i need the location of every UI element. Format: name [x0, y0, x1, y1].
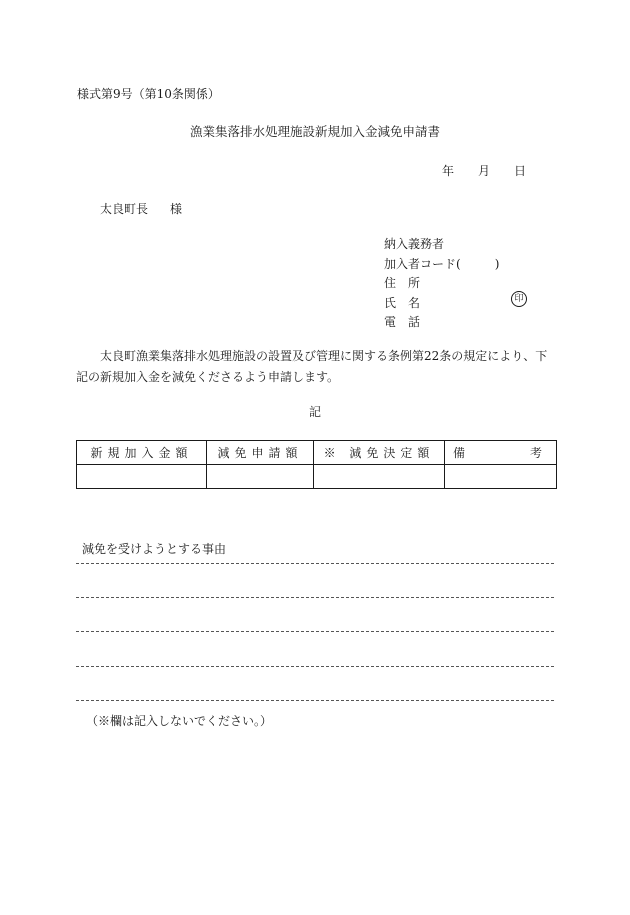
header-reduction-request: 減免申請額 [207, 441, 314, 465]
reason-line-3[interactable] [76, 631, 554, 632]
header-new-fee: 新規加入金額 [77, 441, 207, 465]
cell-reduction-request[interactable] [207, 465, 314, 489]
addressee-honorific: 様 [170, 202, 183, 216]
payer-code-label: 加入者コード( [384, 256, 461, 271]
form-number: 様式第9号（第10条関係） [77, 87, 220, 101]
reason-line-4[interactable] [76, 666, 554, 667]
payer-code-close: ) [494, 256, 500, 271]
payer-name-label: 氏名 [384, 295, 433, 310]
body-paragraph: 太良町漁業集落排水処理施設の設置及び管理に関する条例第22条の規定により、下記の新規加入金を減免くださるよう申請します。 [76, 349, 548, 384]
payer-block [384, 235, 499, 333]
cell-reduction-decision[interactable] [314, 465, 445, 489]
ki-label: 記 [308, 405, 321, 419]
date-day-label: 日 [514, 164, 527, 178]
payer-address-label: 住所 [384, 276, 433, 290]
addressee-name: 太良町長 [100, 202, 149, 216]
reason-line-2[interactable] [76, 597, 554, 598]
payer-heading: 納入義務者 [384, 237, 445, 251]
date-year-label: 年 [442, 164, 455, 178]
form-title: 漁業集落排水処理施設新規加入金減免申請書 [189, 124, 440, 139]
cell-remarks[interactable] [445, 465, 557, 489]
addressee [100, 200, 182, 217]
reason-label: 減免を受けようとする事由 [82, 542, 227, 556]
reason-line-1[interactable] [76, 563, 554, 564]
date-month-label: 月 [478, 164, 491, 178]
header-remarks [445, 441, 557, 465]
header-reduction-decision: ※ 減免決定額 [314, 441, 445, 465]
body-text [76, 346, 556, 388]
cell-new-fee[interactable] [77, 465, 207, 489]
reason-line-5[interactable] [76, 700, 554, 701]
seal-mark: 印 [511, 291, 527, 307]
table-header-row [77, 441, 557, 465]
header-remarks-a: 備 [453, 446, 471, 460]
table-row [77, 465, 557, 489]
footnote: （※欄は記入しないでください。） [86, 714, 273, 728]
payer-phone-label: 電話 [384, 315, 433, 329]
amount-table [76, 440, 557, 489]
header-remarks-b: 考 [529, 446, 542, 460]
payer-code-row [384, 255, 499, 275]
date-line [442, 162, 526, 179]
